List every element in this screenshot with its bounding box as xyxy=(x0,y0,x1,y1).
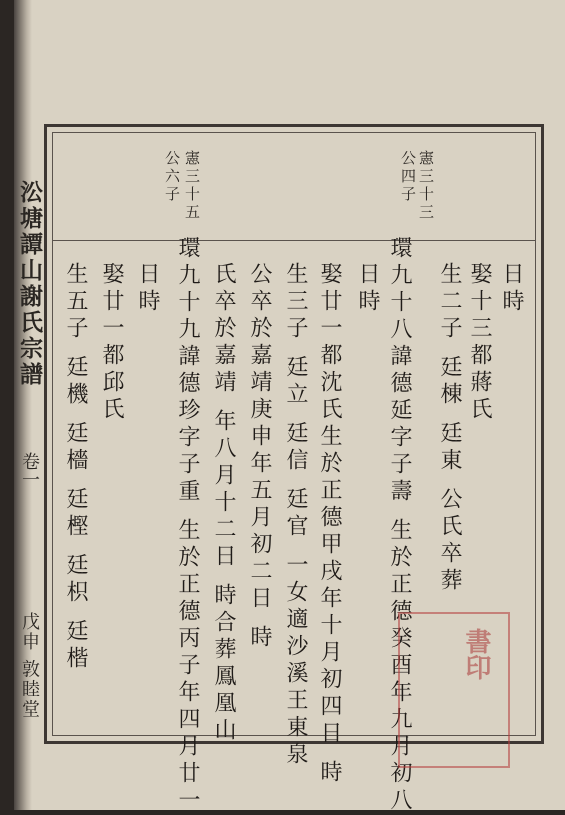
text-column-4: 環九十八諱德延字子壽 生於正德癸酉年九月初八 xyxy=(387,236,412,815)
text-column-5: 日時 xyxy=(355,262,380,316)
text-column-1: 日時 xyxy=(499,262,524,316)
upper-entry-2-line-1: 憲三十五 xyxy=(183,150,201,222)
book-title-spine: 㳂塘譚山謝氏宗譜 xyxy=(16,180,43,388)
text-column-8: 公卒於嘉靖庚申年五月初二日 時 xyxy=(247,262,272,652)
text-column-6: 娶廿一都沈氏生於正德甲戌年十月初四日 時 xyxy=(317,262,342,787)
volume-label: 卷一 xyxy=(19,452,40,488)
register-divider xyxy=(52,240,536,241)
text-column-2: 娶十三都蔣氏 xyxy=(467,262,492,424)
text-column-13: 生五子 廷機 廷檣 廷樫 廷枳 廷楷 xyxy=(63,262,88,673)
text-column-3: 生二子 廷棟 廷東 公氏卒葬 xyxy=(437,262,462,595)
upper-entry-1-line-1: 憲三十三 xyxy=(417,150,435,222)
text-column-7: 生三子 廷立 廷信 廷官 一女適沙溪王東泉 xyxy=(283,262,308,769)
text-column-9: 氏卒於嘉靖 年八月十二日 時合葬鳳凰山 xyxy=(211,262,236,745)
upper-entry-1-line-2: 公四子 xyxy=(399,150,417,204)
text-column-10: 環九十九諱德珍字子重 生於正德丙子年四月廿一 xyxy=(175,236,200,815)
seal-text: 書印 xyxy=(461,628,491,680)
hall-name-label: 戊申 敦睦堂 xyxy=(19,612,40,720)
text-column-11: 日時 xyxy=(135,262,160,316)
collector-seal-stamp xyxy=(398,612,510,768)
text-column-12: 娶廿一都邱氏 xyxy=(99,262,124,424)
upper-entry-2-line-2: 公六子 xyxy=(163,150,181,204)
